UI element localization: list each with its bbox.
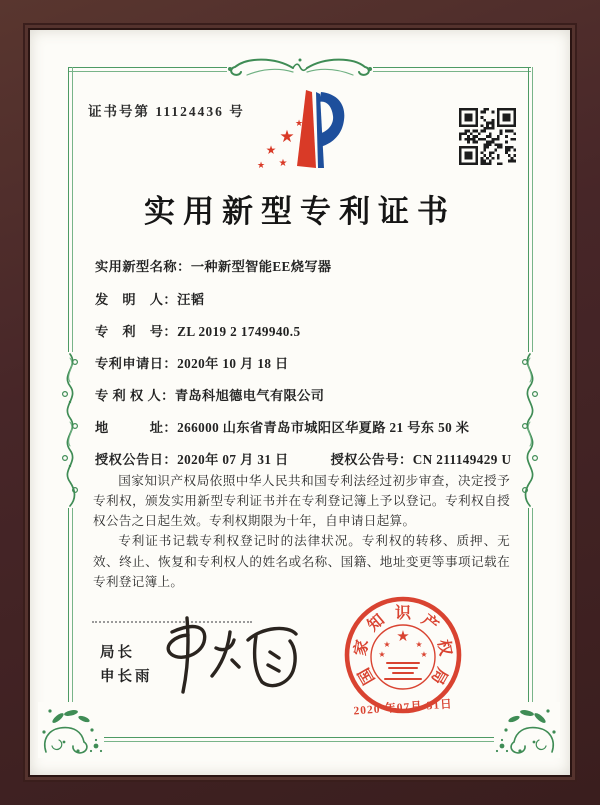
svg-text:★: ★ — [256, 161, 266, 171]
field-label: 实用新型名称： — [95, 259, 191, 274]
svg-text:识: 识 — [394, 605, 412, 622]
field-row-filing-date — [95, 353, 289, 372]
seal-date: 2020 年07月 31日 — [353, 698, 453, 718]
field-label: 专利申请日： — [95, 356, 178, 371]
qr-code — [459, 108, 516, 165]
left-scroll-ornament-icon — [59, 352, 81, 508]
svg-text:家: 家 — [352, 638, 372, 658]
svg-text:产: 产 — [418, 611, 442, 635]
border-right-lower-segment — [528, 508, 533, 705]
bottom-left-floral-ornament-icon — [38, 702, 104, 758]
field-label: 地 址： — [95, 420, 178, 435]
field-label: 专 利 号： — [95, 324, 178, 339]
director-name: 申长雨 — [100, 669, 153, 685]
field-value: 青岛科旭德电气有限公司 — [174, 388, 325, 403]
field-value: 一种新型智能EE烧写器 — [190, 259, 332, 274]
body-paragraph-1: 国家知识产权局依照中华人民共和国专利法经过初步审查，决定授予专利权，颁发实用新型专利证书并在专利登记簿上予以登记。专利权自授权公告之日起生效。专利权期限为十年，自申请日起算。 — [93, 474, 510, 529]
svg-text:局: 局 — [427, 664, 451, 687]
field-value: ZL 2019 2 1749940.5 — [177, 324, 301, 339]
svg-text:★: ★ — [265, 143, 277, 157]
svg-text:★: ★ — [306, 110, 314, 118]
border-top-right-segment — [349, 67, 531, 72]
svg-text:权: 权 — [434, 638, 454, 658]
field-label: 专 利 权 人： — [95, 388, 175, 403]
svg-text:★: ★ — [383, 640, 391, 649]
field-row-address — [95, 417, 469, 436]
field-row-grant — [95, 449, 511, 468]
field-value: 汪韬 — [177, 292, 205, 307]
body-paragraph-2: 专利证书记载专利权登记时的法律状况。专利权的转移、质押、无效、终止、恢复和专利权人的姓名或名称、国籍、地址变更等事项记载在专利登记簿上。 — [93, 534, 510, 589]
certificate-number: 证书号第 11124436 号 — [88, 104, 245, 119]
svg-text:★: ★ — [278, 158, 288, 169]
border-top-left-segment — [68, 67, 231, 72]
field-label: 授权公告日： — [95, 452, 178, 467]
field-value: CN 211149429 U — [412, 452, 512, 467]
bottom-right-floral-ornament-icon — [494, 702, 560, 758]
field-value: 2020年 10 月 18 日 — [177, 356, 289, 371]
field-row-inventor — [95, 289, 204, 308]
svg-text:★: ★ — [420, 650, 428, 659]
right-scroll-ornament-icon — [519, 352, 541, 508]
field-label: 授权公告号： — [330, 452, 413, 467]
field-row-name — [95, 256, 332, 275]
field-value: 2020年 07 月 31 日 — [177, 452, 289, 467]
body-text — [93, 471, 510, 592]
top-swirl-ornament-icon — [227, 54, 373, 84]
border-left-lower-segment — [68, 508, 73, 705]
svg-text:★: ★ — [294, 119, 304, 129]
border-bottom-segment — [100, 737, 494, 742]
field-value: 266000 山东省青岛市城阳区华夏路 21 号东 50 米 — [177, 420, 470, 435]
svg-text:知: 知 — [364, 611, 388, 635]
cnipa-logo-icon — [253, 86, 347, 172]
field-row-patent-no — [95, 321, 301, 340]
svg-text:★: ★ — [415, 640, 423, 649]
field-row-patentee — [95, 385, 324, 404]
director-title: 局长 — [100, 645, 135, 661]
svg-text:★: ★ — [279, 127, 295, 147]
svg-text:★: ★ — [396, 629, 410, 645]
certificate-title: 实用新型专利证书 — [144, 194, 456, 229]
svg-text:国: 国 — [355, 664, 379, 687]
field-label: 发 明 人： — [95, 292, 178, 307]
director-signature — [142, 610, 322, 705]
official-seal — [337, 589, 469, 725]
svg-text:★: ★ — [378, 650, 386, 659]
